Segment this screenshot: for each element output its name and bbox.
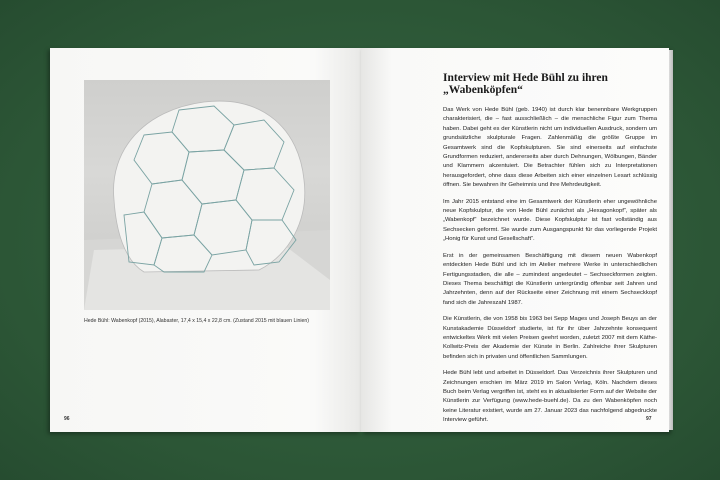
paragraph: Die Künstlerin, die von 1958 bis 1963 bei Sepp Mages und Joseph Beuys an der Kunstakademie Düsseldorf studierte, ist für ihr über Jahrzehnte konsequent entwickeltes Werk mit vielen Preisen geehrt worden, zuletzt 2007 mit dem Käthe-Kollwitz-Preis der Akademie der Künste in Berlin. Zahlreiche ihrer Skulpturen befinden sich in privaten und öffentlichen Sammlungen. <box>443 316 657 360</box>
paragraph: Hede Bühl lebt und arbeitet in Düsseldorf. Das Verzeichnis ihrer Skulpturen und Zeichnungen erschien im März 2019 im Salon Verlag, Köln. Nachdem dieses Buch beim Verlag vergriffen ist, steht es in aktualisierter Form auf der Website der Künstlerin zur Verfügung (www.hede-buehl.de). Da zu den Wabenköpfen noch keine Literatur existiert, wurde am 27. Januar 2023 das nachfolgend abgedruckte Interview geführt. <box>443 370 657 424</box>
wabenkopf-sculpture-image <box>84 80 330 310</box>
paragraph: Im Jahr 2015 entstand eine im Gesamtwerk der Künstlerin eher ungewöhnliche neue Kopfskulptur, die von Hede Bühl zunächst als „Hexagonkopf“, später als „Wabenkopf“ bezeichnet wurde. Diese Kopfskulptur ist fast vollständig aus Sechsecken geformt. Sie wurde zum Ausgangspunkt für das vorliegende Projekt „Honig für Kunst und Gesellschaft“. <box>443 198 657 243</box>
page-edges <box>669 50 673 430</box>
paragraph: Das Werk von Hede Bühl (geb. 1940) ist durch klar benennbare Werkgruppen charakterisiert, die – fast ausschließlich – die menschliche Figur zum Thema haben. Dabei geht es der Künstlerin nicht um individuellen Ausdruck, sondern um grundsätzliche skulpturale Fragen. Zahlenmäßig die größte Gruppe im Gesamtwerk sind die Kopfskulpturen. Sie sind einerseits auf einfachste Grundformen reduziert, andererseits aber durch Dehnungen, Wölbungen, Bänder und Klammern akzentuiert. Die Betrachter fühlen sich zu Interpretationen herausgefordert, ohne dass diese Arbeiten sich einer einzelnen Lesart schlüssig öffnen. Sie bewahren ihr Geheimnis und ihre Mehrdeutigkeit. <box>443 107 657 189</box>
paragraph: Erst in der gemeinsamen Beschäftigung mit diesem neuen Wabenkopf entdeckten Hede Bühl und ich im Atelier mehrere Werke in unterschiedlichen Fertigungsstadien, die alle – zumindest angedeutet – Sechseckformen zeigten. Dieses Thema beschäftigt die Künstlerin untergründig offenbar seit Jahren und Jahrzehnten, denn auf der Rückseite einer Zeichnung mit einem Sechseckkopf fand sich die Jahreszahl 1987. <box>443 252 657 306</box>
page-number-left: 96 <box>64 416 70 422</box>
photo-caption: Hede Bühl: Wabenkopf (2015), Alabaster, 17,4 x 15,4 x 22,8 cm. (Zustand 2015 mit blauen Linien) <box>84 318 310 324</box>
left-page <box>50 48 361 432</box>
right-page <box>361 48 669 432</box>
article-title: Interview mit Hede Bühl zu ihren „Wabenköpfen“ <box>443 72 608 96</box>
page-number-right: 97 <box>646 416 652 422</box>
article-body <box>443 106 657 433</box>
sculpture-photo <box>84 80 330 310</box>
